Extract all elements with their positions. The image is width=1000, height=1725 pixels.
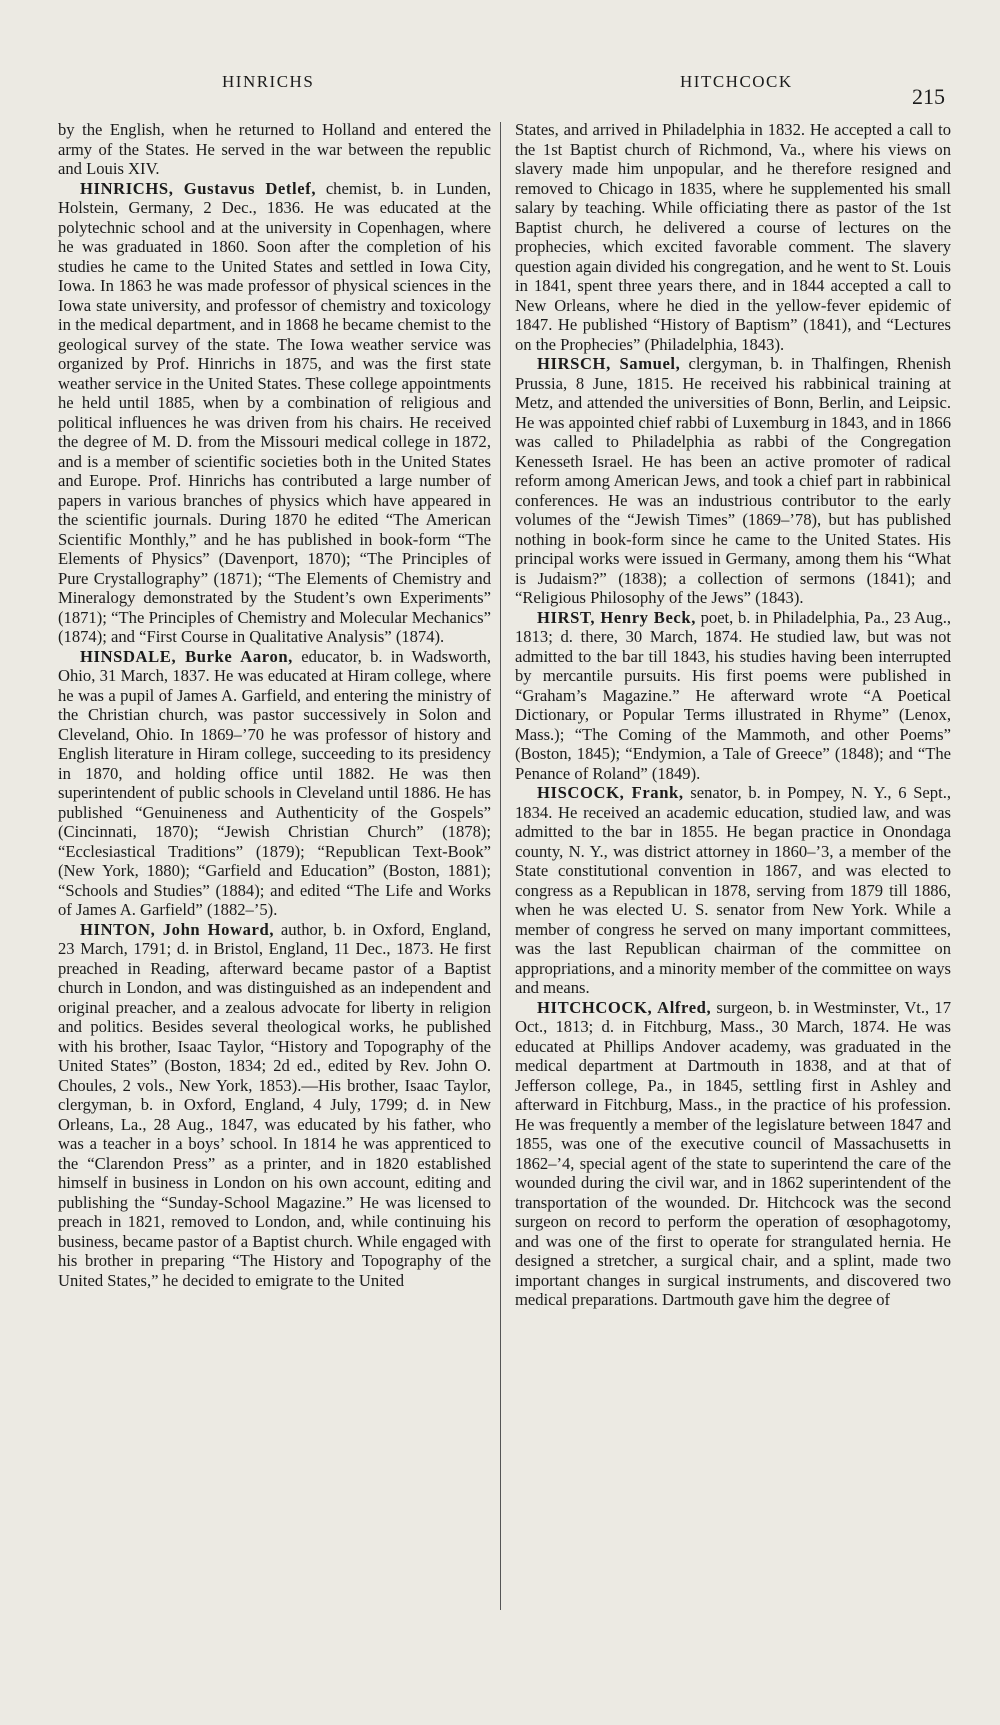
- entry-hinton: [58, 920, 491, 1291]
- entry-headword: HIRST, Henry Beck,: [537, 607, 696, 627]
- page-number: 215: [912, 84, 945, 109]
- entry-body: States, and arrived in Philadelphia in 1832. He accepted a call to the 1st Baptist church of Richmond, Va., where his views on slavery made him unpopular, and he therefore resigned and removed to Chicago in 1835, where he supplemented his small salary by teaching. While officiating there as pastor of the 1st Baptist church, he delivered a course of lectures on the prophecies, which excited favorable comment. The slavery question again divided his congregation, and he went to St. Louis in 1841, spent three years there, and in 1844 accepted a call to New Orleans, where he died in the yellow-fever epidemic of 1847. He published “History of Baptism” (1841), and “Lectures on the Prophecies” (Philadelphia, 1843).: [515, 120, 951, 354]
- entry-hirst: [515, 608, 951, 784]
- entry-body: surgeon, b. in Westminster, Vt., 17 Oct., 1813; d. in Fitchburg, Mass., 30 March, 1874. He was educated at Phillips Andover academy, was graduated in the medical department at Dartmouth in 1838, and at that of Jefferson college, Pa., in 1845, settling first in Ashley and afterward in Fitchburg, Mass., in the practice of his profession. He was frequently a member of the legislature between 1847 and 1855, was one of the executive council of Massachusetts in 1862–’4, special agent of the state to superintend the care of the wounded during the civil war, and in 1862 superintendent of the transportation of the wounded. Dr. Hitchcock was the second surgeon on record to perform the operation of œsophagotomy, and was one of the first to operate for strangulated hernia. He designed a stretcher, a surgical chair, and a splint, made two important changes in surgical instruments, and discovered two medical preparations. Dartmouth gave him the degree of: [515, 997, 951, 1309]
- entry-body: poet, b. in Philadelphia, Pa., 23 Aug., 1813; d. there, 30 March, 1874. He studied law, but was not admitted to the bar till 1843, his studies having been interrupted by mercantile pursuits. His first poems were published in “Graham’s Magazine.” He afterward wrote “A Poetical Dictionary, or Popular Terms illustrated in Rhyme” (Lenox, Mass.); “The Coming of the Mammoth, and other Poems” (Boston, 1845); “Endymion, a Tale of Greece” (1848); and “The Penance of Roland” (1849).: [515, 607, 951, 783]
- entry-headword: HIRSCH, Samuel,: [537, 354, 681, 373]
- entry-hinrichs: [58, 179, 491, 647]
- entry-body: clergyman, b. in Thalfingen, Rhenish Prussia, 8 June, 1815. He received his rabbinical training at Metz, and attended the universities of Bonn, Berlin, and Leipsic. He was appointed chief rabbi of Luxemburg in 1843, and in 1866 was called to Philadelphia as rabbi of the Congregation Kenesseth Israel. He has been an active promoter of radical reform among American Jews, and took a chief part in rabbinical conferences. He was an industrious contributor to the early volumes of the “Jewish Times” (1869–’78), but has published nothing in book-form since he came to the United States. His principal works were issued in Germany, among them his “What is Judaism?” (1838); a collection of sermons (1841); and “Religious Philosophy of the Jews” (1843).: [515, 354, 951, 607]
- entry-hiscock: [515, 783, 951, 998]
- entry-body: author, b. in Oxford, England, 23 March, 1791; d. in Bristol, England, 11 Dec., 1873. He first preached in Reading, afterward became pastor of a Baptist church in London, and was distinguished as an independent and original preacher, and a zealous advocate for liberty in religion and politics. Besides several theological works, he published with his brother, Isaac Taylor, “History and Topography of the United States” (Boston, 1834; 2d ed., edited by Rev. John O. Choules, 2 vols., New York, 1853).—His brother, Isaac Taylor, clergyman, b. in Oxford, England, 4 July, 1799; d. in New Orleans, La., 28 Aug., 1847, was educated by his father, who was a teacher in a boys’ school. In 1814 he was apprenticed to the “Clarendon Press” as a printer, and in 1820 established himself in business in London on his own account, editing and publishing the “Sunday-School Magazine.” He was licensed to preach in 1821, removed to London, and, while continuing his business, became pastor of a Baptist church. While engaged with his brother in preparing “The History and Topography of the United States,” he decided to emigrate to the United: [58, 919, 491, 1290]
- entry-headword: HITCHCOCK, Alfred,: [537, 997, 712, 1017]
- column-divider: [500, 122, 501, 1610]
- entry-headword: HINTON, John Howard,: [80, 919, 275, 939]
- entry-body: by the English, when he returned to Holland and entered the army of the States. He served in the war between the republic and Louis XIV.: [58, 120, 491, 178]
- entry-headword: HINRICHS, Gustavus Detlef,: [80, 178, 317, 198]
- entry-body: educator, b. in Wadsworth, Ohio, 31 March, 1837. He was educated at Hiram college, where he was a pupil of James A. Garfield, and entering the ministry of the Christian church, was pastor successively in Solon and Cleveland, Ohio. In 1869–’70 he was professor of history and English literature in Hiram college, succeeding to its presidency in 1870, and holding office until 1882. He was then superintendent of public schools in Cleveland until 1886. He has published “Genuineness and Authenticity of the Gospels” (Cincinnati, 1870); “Jewish Christian Church” (1878); “Ecclesiastical Traditions” (1879); “Republican Text-Book” (New York, 1880); “Garfield and Education” (Boston, 1881); “Schools and Studies” (1884); and edited “The Life and Works of James A. Garfield” (1882–’5).: [58, 646, 491, 919]
- entry-hirsch: [515, 354, 951, 608]
- right-column: [515, 120, 951, 1310]
- entry-continuation: [515, 120, 951, 354]
- entry-hinsdale: [58, 647, 491, 920]
- running-head-right: HITCHCOCK: [680, 72, 793, 91]
- entry-body: senator, b. in Pompey, N. Y., 6 Sept., 1834. He received an academic education, studied law, and was admitted to the bar in 1855. He began practice in Onondaga county, N. Y., was district attorney in 1860–’3, a member of the State constitutional convention in 1867, and was elected to congress as a Republican in 1878, serving from 1879 till 1886, when he was elected U. S. senator from New York. While a member of congress he served on many important committees, was the last Republican chairman of the committee on appropriations, and a minority member of the committee on ways and means.: [515, 783, 951, 997]
- entry-headword: HISCOCK, Frank,: [537, 783, 684, 802]
- running-head-left: HINRICHS: [222, 72, 315, 91]
- left-column: [58, 120, 491, 1290]
- entry-headword: HINSDALE, Burke Aaron,: [80, 646, 293, 666]
- entry-body: chemist, b. in Lunden, Holstein, Germany, 2 Dec., 1836. He was educated at the polytechnic school and at the university in Copenhagen, where he was graduated in 1860. Soon after the completion of his studies he came to the United States and settled in Iowa City, Iowa. In 1863 he was made professor of physical sciences in the Iowa state university, and professor of chemistry and toxicology in the medical department, and in 1868 he became chemist to the geological survey of the state. The Iowa weather service was organized by Prof. Hinrichs in 1875, and was the first state weather service in the United States. These college appointments he held until 1885, when by a combination of religious and political influences he was driven from his chairs. He received the degree of M. D. from the Missouri medical college in 1872, and is a member of scientific societies both in the United States and Europe. Prof. Hinrichs has contributed a large number of papers in various branches of physics which have appeared in the scientific journals. During 1870 he edited “The American Scientific Monthly,” and he has published in book-form “The Elements of Physics” (Davenport, 1870); “The Principles of Pure Crystallography” (1871); “The Elements of Chemistry and Mineralogy demonstrated by the Student’s own Experiments” (1871); “The Principles of Chemistry and Molecular Mechanics” (1874); and “First Course in Qualitative Analysis” (1874).: [58, 178, 491, 646]
- entry-hitchcock: [515, 998, 951, 1310]
- entry-continuation: [58, 120, 491, 179]
